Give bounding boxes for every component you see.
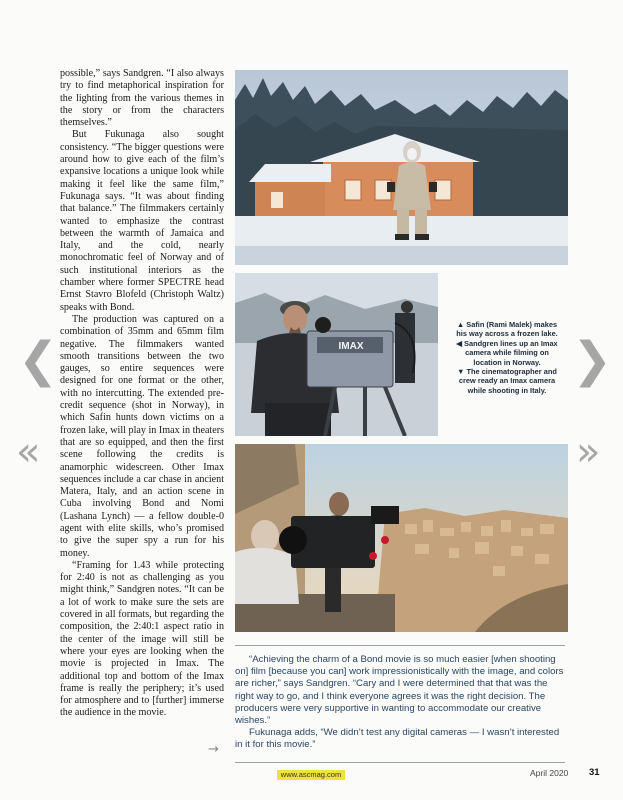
photo-imax-camera-italy (235, 444, 568, 632)
article-body-column (60, 68, 224, 720)
pull-quote (235, 645, 565, 763)
footer-url-link[interactable]: www.ascmag.com (277, 770, 345, 780)
photo-imax-camera-norway (235, 273, 438, 436)
last-page-double-chevron-icon[interactable]: » (576, 429, 601, 475)
footer-date: April 2020 (530, 768, 569, 778)
prev-page-chevron-icon[interactable]: ❮ (18, 332, 59, 388)
caption-line: ▼ The cinematographer and crew ready an Imax camera while shooting in Italy. (457, 367, 557, 395)
caption-line: ◀ Sandgren lines up an Imax camera while filming on location in Norway. (456, 338, 558, 367)
photo-frozen-lake (235, 70, 568, 265)
photo-caption (452, 320, 562, 395)
pull-quote-paragraph: Fukunaga adds, “We didn’t test any digital cameras — I wasn’t interested in it for this movie.” (235, 727, 560, 751)
pull-quote-paragraph: “Achieving the charm of a Bond movie is so much easier [when shooting on] film [because you can] work impressionistically with the image, and colors are richer,” says Sandgren. “Cary and I were determined that that was the right way to go, and I think everyone agrees it was the right decision. The producers were very supportive in wanting to accommodate our creative wishes.” (235, 654, 564, 727)
caption-line: ▲ Safin (Rami Malek) makes his way across a frozen lake. (456, 320, 558, 339)
first-page-double-chevron-icon[interactable]: « (16, 429, 41, 475)
body-paragraph: “Framing for 1.43 while protecting for 2:40 is not as challenging as you might think,” Sandgren notes. “It can be a lot of work to make sure the sets are covered in all formats, but regarding the composition, the 2:40:1 aspect ratio in the center of the image will still be where your eyes are looking when the movie is projected in Imax. The additional top and bottom of the Imax frame is really the periphery; it’s used for atmosphere and to [further] immerse the audience in the movie. (60, 559, 224, 719)
page-number: 31 (589, 767, 600, 778)
continue-arrow-icon: → (208, 742, 219, 757)
body-paragraph: The production was captured on a combination of 35mm and 65mm film negative. The filmmakers wanted smooth transitions between the two gauges, so entire sequences were designed for one format or the other, with no intercutting. The extended pre-credit sequence (shot in Norway), in which Safin hunts down victims on a frozen lake, will play in Imax in theaters that are so equipped, and then the first scene following the credits is anamorphic widescreen. Other Imax sequences include a car chase in ancient Matera, Italy, and an action scene in Cuba involving Bond and Nomi (Lashana Lynch) — a fellow double-0 agent with elite skills, who’s promised to give the super spy a run for his money. (60, 313, 224, 559)
camera-brand-label: IMAX (338, 341, 364, 352)
body-paragraph: But Fukunaga also sought consistency. “The bigger questions were around how to give each of the film’s expansive locations a unique look while making it feel like the same film,” Fukunaga says. “It was about finding that balance.” The filmmakers certainly wanted to emphasize the contrast between the warmth of Jamaica and Italy, and the cold, nearly monochromatic feel of Norway and of such institutional interiors as the chamber where former SPECTRE head Ernst Stavro Blofeld (Christoph Waltz) speaks with Bond. (60, 129, 224, 313)
body-paragraph: possible,” says Sandgren. “I also always try to find metaphorical inspiration for the lighting from the various themes in the story or from the characters themselves.” (60, 68, 224, 129)
next-page-chevron-icon[interactable]: ❯ (572, 332, 613, 388)
